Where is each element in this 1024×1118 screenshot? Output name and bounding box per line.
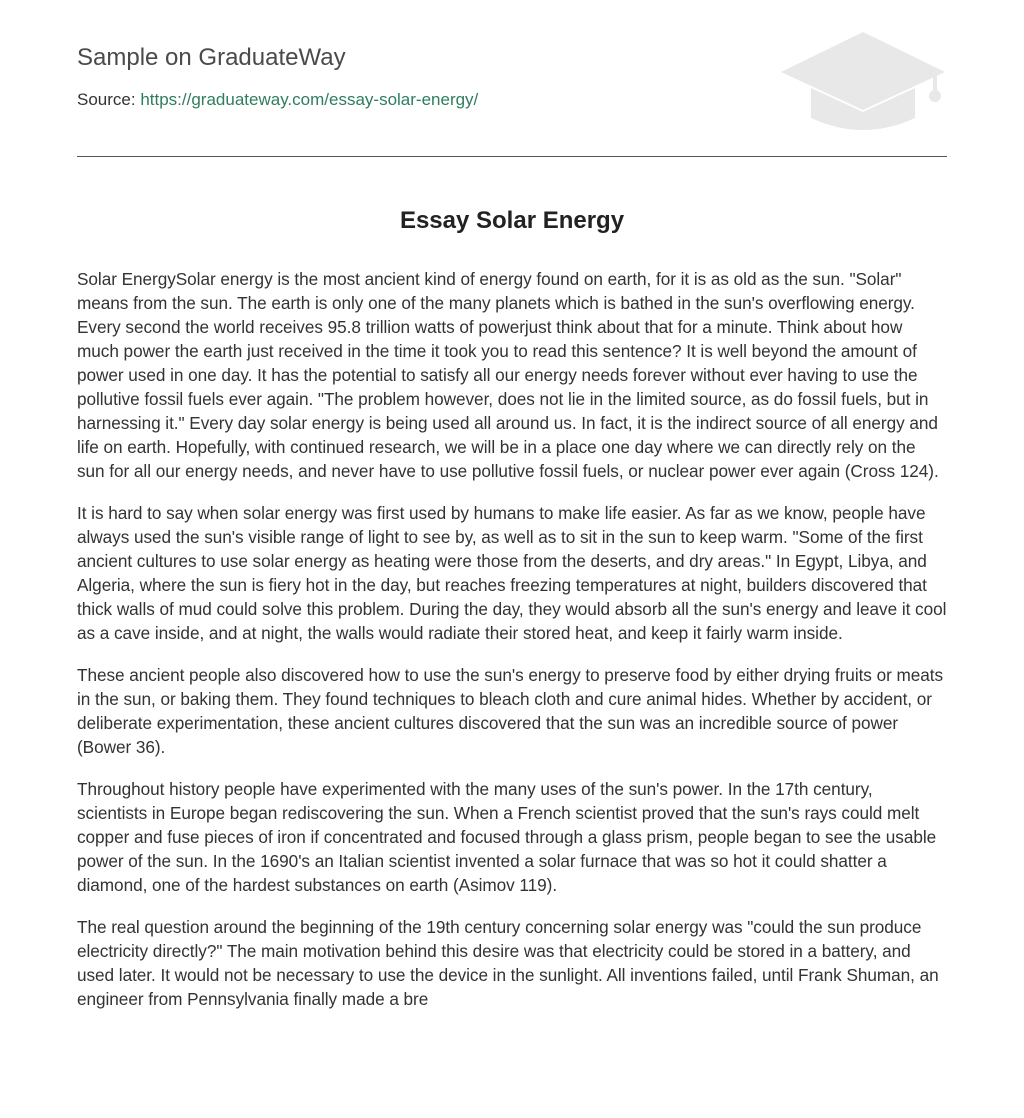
header	[77, 0, 947, 157]
essay-body	[77, 267, 947, 1011]
source-label: Source:	[77, 90, 136, 109]
essay-paragraph-5: The real question around the beginning of the 19th century concerning solar energy was "could the sun produce electricity directly?" The main motivation behind this desire was that electricity could be stored in a battery, and used later. It would not be necessary to use the device in the sunlight. All inventions failed, until Frank Shuman, an engineer from Pennsylvania finally made a bre	[77, 917, 939, 1009]
source-link[interactable]: https://graduateway.com/essay-solar-energy/	[140, 90, 479, 109]
essay-paragraph-4: Throughout history people have experimented with the many uses of the sun's power. In the 17th century, scientists in Europe began rediscovering the sun. When a French scientist proved that the sun's rays could melt copper and fuse pieces of iron if concentrated and focused through a glass prism, people began to see the usable power of the sun. In the 1690's an Italian scientist invented a solar furnace that was so hot it could shatter a diamond, one of the hardest substances on earth (Asimov 119).	[77, 779, 937, 895]
page	[77, 0, 947, 1029]
graduation-cap-icon	[779, 30, 947, 134]
essay-paragraph-3: These ancient people also discovered how to use the sun's energy to preserve food by either drying fruits or meats in the sun, or baking them. They found techniques to bleach cloth and cure animal hides. Whether by accident, or deliberate experimentation, these ancient cultures discovered that the sun was an incredible source of power (Bower 36).	[77, 665, 944, 757]
source-line	[77, 90, 478, 110]
essay-paragraph-2: It is hard to say when solar energy was first used by humans to make life easier. As far as we know, people have always used the sun's visible range of light to see by, as well as to sit in the sun to keep warm. "Some of the first ancient cultures to use solar energy as heating were those from the deserts, and dry areas." In Egypt, Libya, and Algeria, where the sun is fiery hot in the day, but reaches freezing temperatures at night, builders discovered that thick walls of mud could solve this problem. During the day, they would absorb all the sun's energy and leave it cool as a cave inside, and at night, the walls would radiate their stored heat, and keep it fairly warm inside.	[77, 503, 947, 643]
site-title: Sample on GraduateWay	[77, 44, 346, 71]
essay-paragraph-1: Solar EnergySolar energy is the most ancient kind of energy found on earth, for it is as old as the sun. "Solar" means from the sun. The earth is only one of the many planets which is bathed in the sun's overflowing energy. Every second the world receives 95.8 trillion watts of powerjust think about that for a minute. Think about how much power the earth just received in the time it took you to read this sentence? It is well beyond the amount of power used in one day. It has the potential to satisfy all our energy needs forever without ever having to use the pollutive fossil fuels ever again. "The problem however, does not lie in the limited source, as do fossil fuels, but in harnessing it." Every day solar energy is being used all around us. In fact, it is the indirect source of all energy and life on earth. Hopefully, with continued research, we will be in a place one day where we can directly rely on the sun for all our energy needs, and never have to use pollutive fossil fuels, or nuclear power ever again (Cross 124).	[77, 269, 939, 481]
essay-title: Essay Solar Energy	[399, 207, 625, 234]
